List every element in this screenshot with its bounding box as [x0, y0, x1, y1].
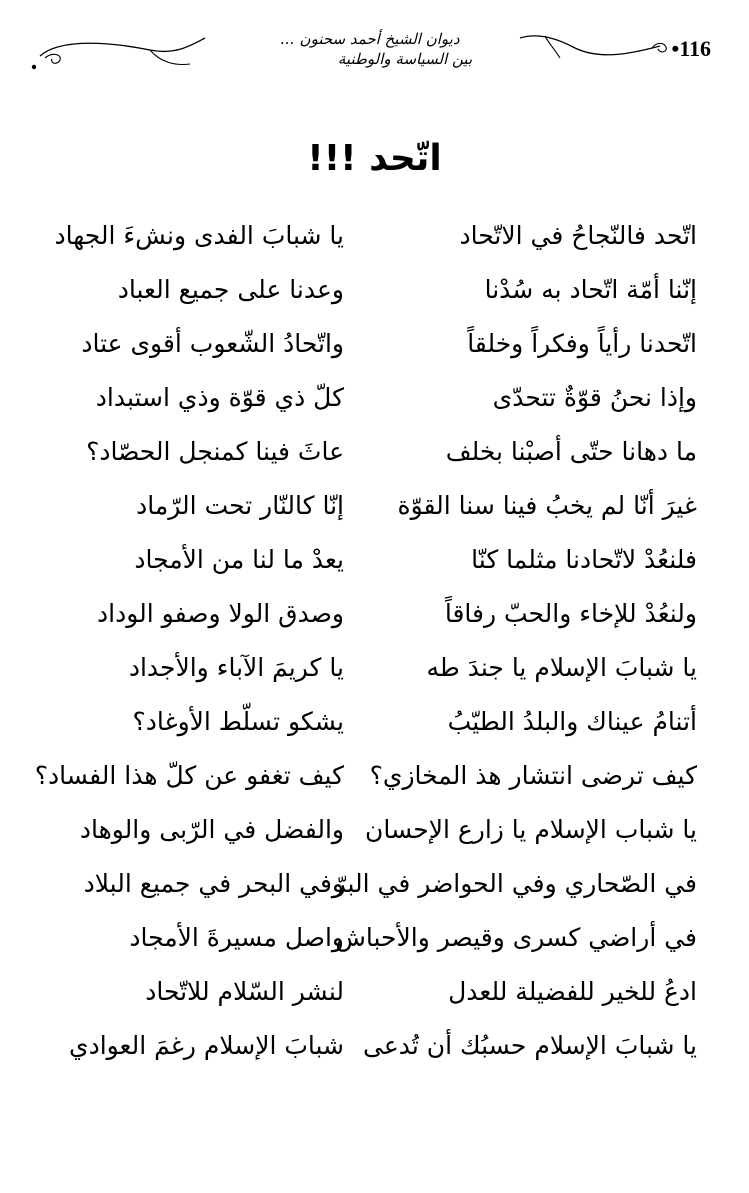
verse-line: [0, 210, 749, 262]
verse-second-hemistich: وصدق الولا وصفو الوداد: [97, 599, 344, 628]
verse-first-hemistich: في الصّحاري وفي الحواضر في البرّ: [333, 869, 697, 898]
verse-line: [0, 1020, 749, 1072]
verse-first-hemistich: أتنامُ عيناك والبلدُ الطيّبُ: [447, 707, 697, 736]
verse-first-hemistich: وإذا نحنُ قوّةٌ تتحدّى: [492, 383, 697, 412]
verse-first-hemistich: يا شباب الإسلام يا زارع الإحسان: [364, 815, 697, 844]
verse-second-hemistich: يعدْ ما لنا من الأمجاد: [134, 545, 344, 574]
book-title: ديوان الشيخ أحمد سحنون ...: [280, 30, 460, 48]
poem-title: اتّحد !!!: [307, 138, 442, 179]
verse-first-hemistich: يا شبابَ الإسلام يا جندَ طه: [426, 653, 697, 682]
page-header: [0, 28, 749, 78]
verse-line: [0, 534, 749, 586]
verse-first-hemistich: يا شبابَ الإسلام حسبُك أن تُدعى: [362, 1031, 697, 1060]
verse-first-hemistich: ادعُ للخير للفضيلة للعدل: [448, 977, 697, 1006]
page-number: •116: [671, 36, 711, 61]
verse-line: [0, 804, 749, 856]
verse-second-hemistich: كلّ ذي قوّة وذي استبداد: [95, 383, 344, 412]
verse-second-hemistich: والفضل في الرّبى والوهاد: [79, 815, 344, 844]
verse-first-hemistich: اتّحدنا رأياً وفكراً وخلقاً: [467, 329, 697, 358]
verse-line: [0, 642, 749, 694]
verse-line: [0, 480, 749, 532]
verse-second-hemistich: يا كريمَ الآباء والأجداد: [128, 653, 344, 682]
verse-first-hemistich: غيرَ أنّا لم يخبُ فينا سنا القوّة: [397, 491, 697, 520]
verse-second-hemistich: شبابَ الإسلام رغمَ العوادي: [69, 1031, 344, 1060]
verse-first-hemistich: فلنعُدْ لاتّحادنا مثلما كنّا: [471, 545, 697, 574]
verse-second-hemistich: واتّحادُ الشّعوب أقوى عتاد: [81, 329, 344, 358]
verse-second-hemistich: يشكو تسلّط الأوغاد؟: [132, 707, 344, 736]
section-title: بين السياسة والوطنية: [337, 50, 473, 68]
verse-line: [0, 858, 749, 910]
verse-second-hemistich: لنشر السّلام للاتّحاد: [145, 977, 344, 1006]
verse-first-hemistich: ما دهانا حتّى أصبْنا بخلف: [445, 437, 697, 466]
verse-line: [0, 426, 749, 478]
verse-second-hemistich: عاثَ فينا كمنجل الحصّاد؟: [86, 437, 344, 466]
verse-second-hemistich: وفي البحر في جميع البلاد: [83, 869, 344, 898]
verse-line: [0, 264, 749, 316]
verse-line: [0, 696, 749, 748]
verse-first-hemistich: اتّحد فالنّجاحُ في الاتّحاد: [459, 221, 697, 250]
verse-second-hemistich: واصل مسيرةَ الأمجاد: [129, 923, 344, 952]
verse-line: [0, 966, 749, 1018]
verse-second-hemistich: كيف تغفو عن كلّ هذا الفساد؟: [34, 761, 344, 790]
verse-line: [0, 372, 749, 424]
verse-line: [0, 588, 749, 640]
verse-line: [0, 750, 749, 802]
verse-line: [0, 318, 749, 370]
verse-first-hemistich: في أراضي كسرى وقيصر والأحباش: [335, 923, 697, 952]
verse-second-hemistich: إنّا كالنّار تحت الرّماد: [136, 491, 344, 520]
verse-first-hemistich: ولنعُدْ للإخاء والحبّ رفاقاً: [444, 599, 697, 628]
verse-line: [0, 912, 749, 964]
verse-first-hemistich: إنّنا أمّة اتّحاد به سُدْنا: [484, 275, 697, 304]
verse-second-hemistich: يا شبابَ الفدى ونشءَ الجهاد: [54, 221, 344, 250]
running-header: [200, 30, 540, 68]
verse-first-hemistich: كيف ترضى انتشار هذ المخازي؟: [369, 761, 697, 790]
verse-second-hemistich: وعدنا على جميع العباد: [117, 275, 344, 304]
